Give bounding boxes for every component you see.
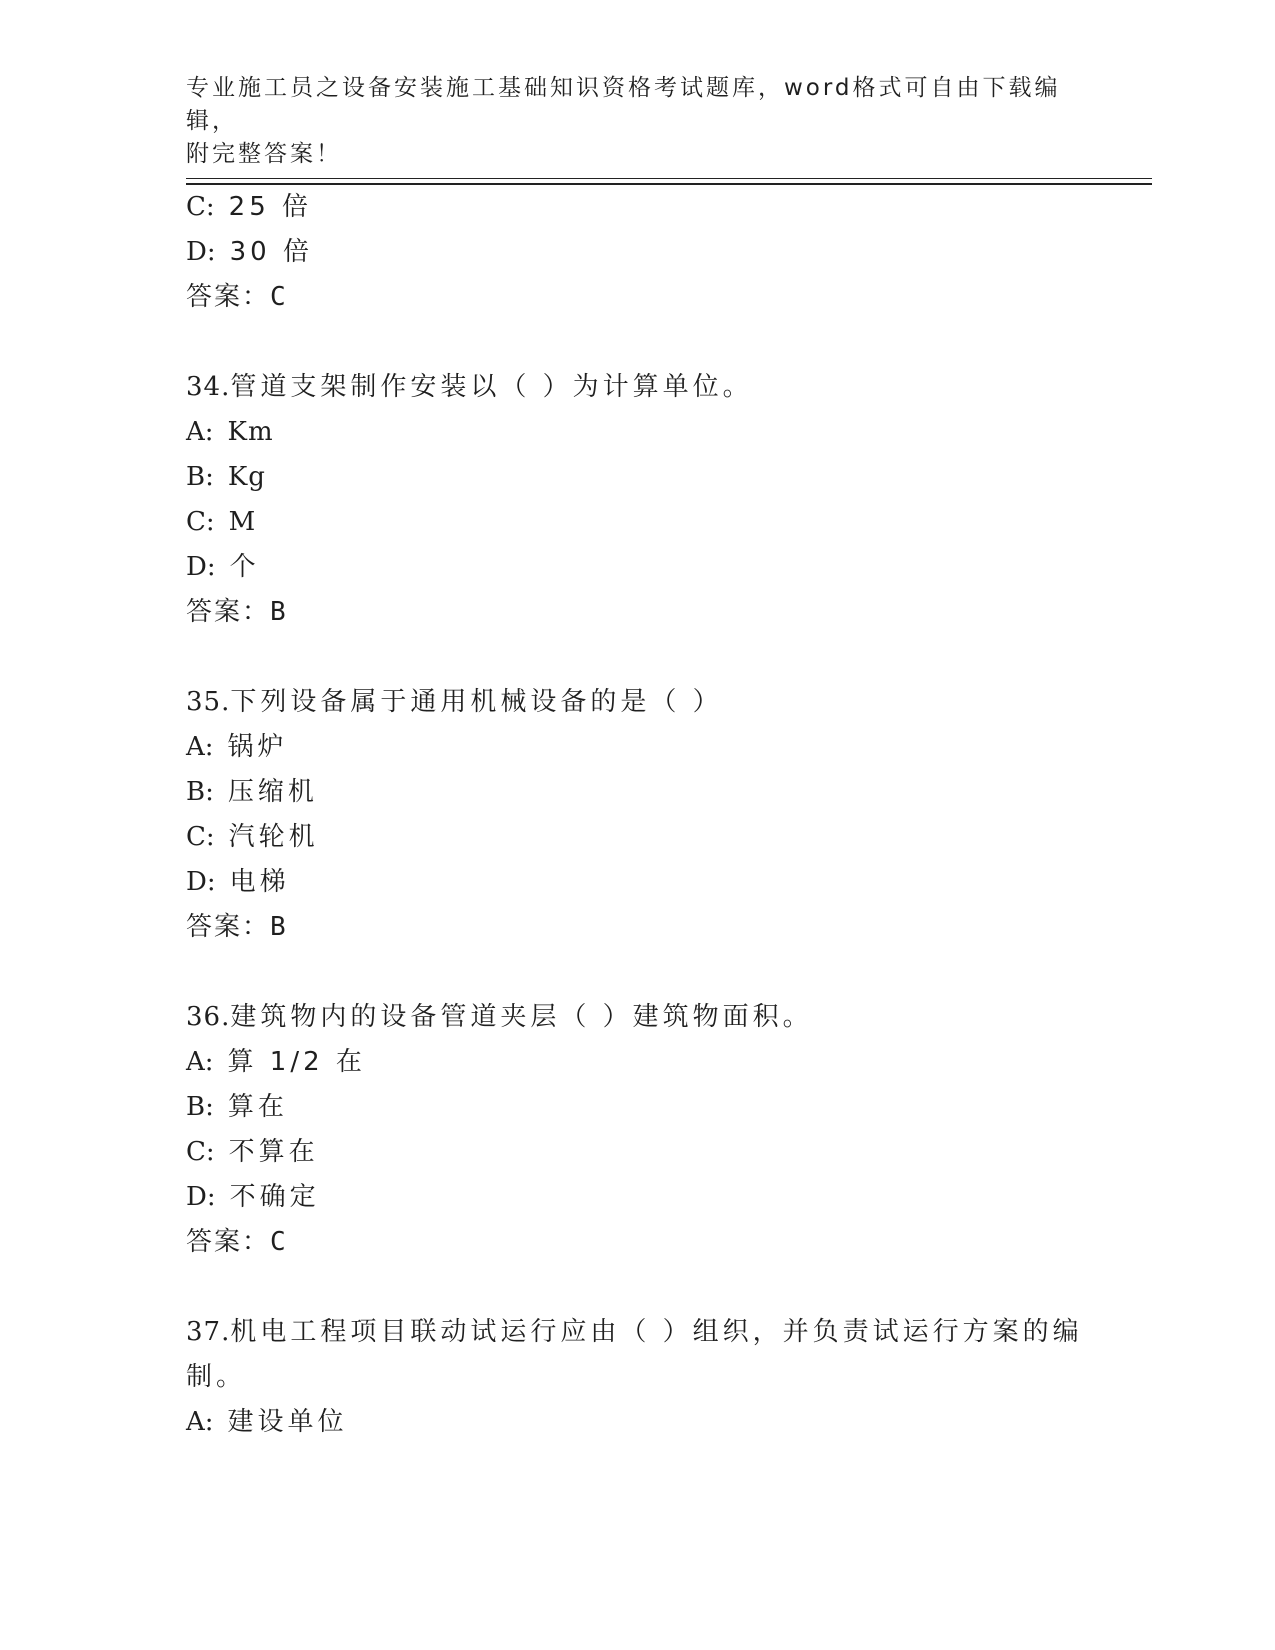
document-header — [186, 72, 1086, 171]
q36-option-c: C: 不算在 — [186, 1137, 319, 1167]
q35-option-d: D: 电梯 — [186, 867, 290, 897]
option-text: 不确定 — [229, 1182, 320, 1212]
q37-question-line-2 — [186, 1360, 246, 1394]
q35-answer: 答案：B — [186, 912, 286, 942]
q35-option-a: A: 锅炉 — [186, 732, 288, 762]
q36-option-a: A: 算 1/2 在 — [186, 1047, 366, 1077]
question-text: 建筑物内的设备管道夹层（ ）建筑物面积。 — [230, 1002, 813, 1032]
q34-option-b: B: Kg — [186, 462, 266, 492]
option-text: 算 1/2 在 — [227, 1047, 366, 1077]
q36-option-d: D: 不确定 — [186, 1182, 320, 1212]
question-text: 机电工程项目联动试运行应由（ ）组织，并负责试运行方案的编 — [230, 1317, 1083, 1347]
option-text: 30 倍 — [229, 237, 313, 267]
q37-option-a: A: 建设单位 — [186, 1407, 348, 1437]
header-divider-bottom — [186, 183, 1152, 185]
option-text: 电梯 — [229, 867, 290, 897]
header-line-2: 附完整答案！ — [186, 141, 342, 167]
q33-option-d: D: 30 倍 — [186, 237, 313, 267]
q33-answer: 答案：C — [186, 282, 286, 312]
q35-option-c: C: 汽轮机 — [186, 822, 319, 852]
header-divider-top — [186, 178, 1152, 179]
q34-question: 34.管道支架制作安装以（ ）为计算单位。 — [186, 372, 753, 402]
q36-answer: 答案：C — [186, 1227, 286, 1257]
header-line-1: 专业施工员之设备安装施工基础知识资格考试题库，word格式可自由下载编辑， — [186, 75, 1061, 134]
option-text: 锅炉 — [227, 732, 288, 762]
q36-question: 36.建筑物内的设备管道夹层（ ）建筑物面积。 — [186, 1002, 813, 1032]
option-text: 不算在 — [228, 1137, 319, 1167]
option-text: 25 倍 — [228, 192, 313, 222]
q33-option-c: C: 25 倍 — [186, 192, 313, 222]
q34-option-a: A: Km — [186, 417, 274, 447]
question-text-continued: 制。 — [186, 1362, 247, 1392]
q34-option-c: C: M — [186, 507, 257, 537]
q37-question-line-1: 37.机电工程项目联动试运行应由（ ）组织，并负责试运行方案的编 — [186, 1317, 1083, 1347]
q35-question: 35.下列设备属于通用机械设备的是（ ） — [186, 687, 723, 717]
option-text: 算在 — [227, 1092, 288, 1122]
q34-answer: 答案：B — [186, 597, 286, 627]
option-text: 压缩机 — [227, 777, 318, 807]
question-text: 管道支架制作安装以（ ）为计算单位。 — [230, 372, 753, 402]
option-text: 汽轮机 — [228, 822, 319, 852]
q36-option-b: B: 算在 — [186, 1092, 288, 1122]
question-text: 下列设备属于通用机械设备的是（ ） — [230, 687, 723, 717]
q35-option-b: B: 压缩机 — [186, 777, 318, 807]
option-text: 个 — [229, 552, 260, 582]
q34-option-d: D: 个 — [186, 552, 260, 582]
option-text: 建设单位 — [227, 1407, 348, 1437]
